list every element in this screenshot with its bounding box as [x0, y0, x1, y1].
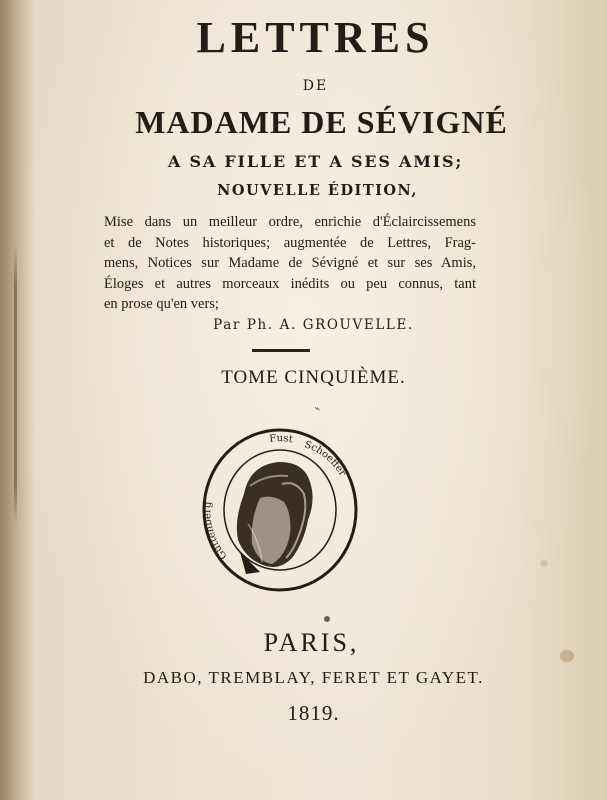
inscription-right: Schoeffer — [302, 439, 348, 479]
edition-heading: NOUVELLE ÉDITION, — [217, 182, 418, 199]
recipient-line: A SA FILLE ET A SES AMIS; — [167, 152, 464, 171]
edition-description — [104, 212, 476, 315]
bearded-profiles — [237, 462, 313, 574]
book-title: LETTRES — [196, 13, 435, 62]
author-name: MADAME DE SÉVIGNÉ — [135, 104, 508, 140]
preposition-de: DE — [302, 78, 329, 94]
description-line: en prose qu'en vers; — [104, 296, 219, 313]
stray-mark: ⌁ — [311, 401, 323, 416]
inscription-left: Guttenberg — [202, 501, 230, 562]
description-line: Éloges et autres morceaux inédits ou peu connus, tant — [104, 275, 476, 292]
printers-medallion-vignette — [200, 424, 360, 594]
publication-place: PARIS, — [263, 628, 360, 657]
description-line: Mise dans un meilleur ordre, enrichie d'Éclaircissemens — [104, 214, 476, 230]
editor-byline: Par Ph. A. GROUVELLE. — [213, 317, 414, 333]
publication-year: 1819. — [287, 701, 340, 725]
divider-rule — [252, 349, 310, 352]
description-line: et de Notes historiques; augmentée de Lettres, Frag- — [104, 234, 476, 251]
inscription-top: Fust — [268, 433, 294, 446]
publishers: DABO, TREMBLAY, FERET ET GAYET. — [143, 668, 484, 687]
foxing-stain — [540, 560, 548, 567]
description-line: mens, Notices sur Madame de Sévigné et sur ses Amis, — [104, 255, 476, 272]
volume-label: TOME CINQUIÈME. — [221, 367, 406, 388]
ink-speck — [324, 616, 330, 622]
